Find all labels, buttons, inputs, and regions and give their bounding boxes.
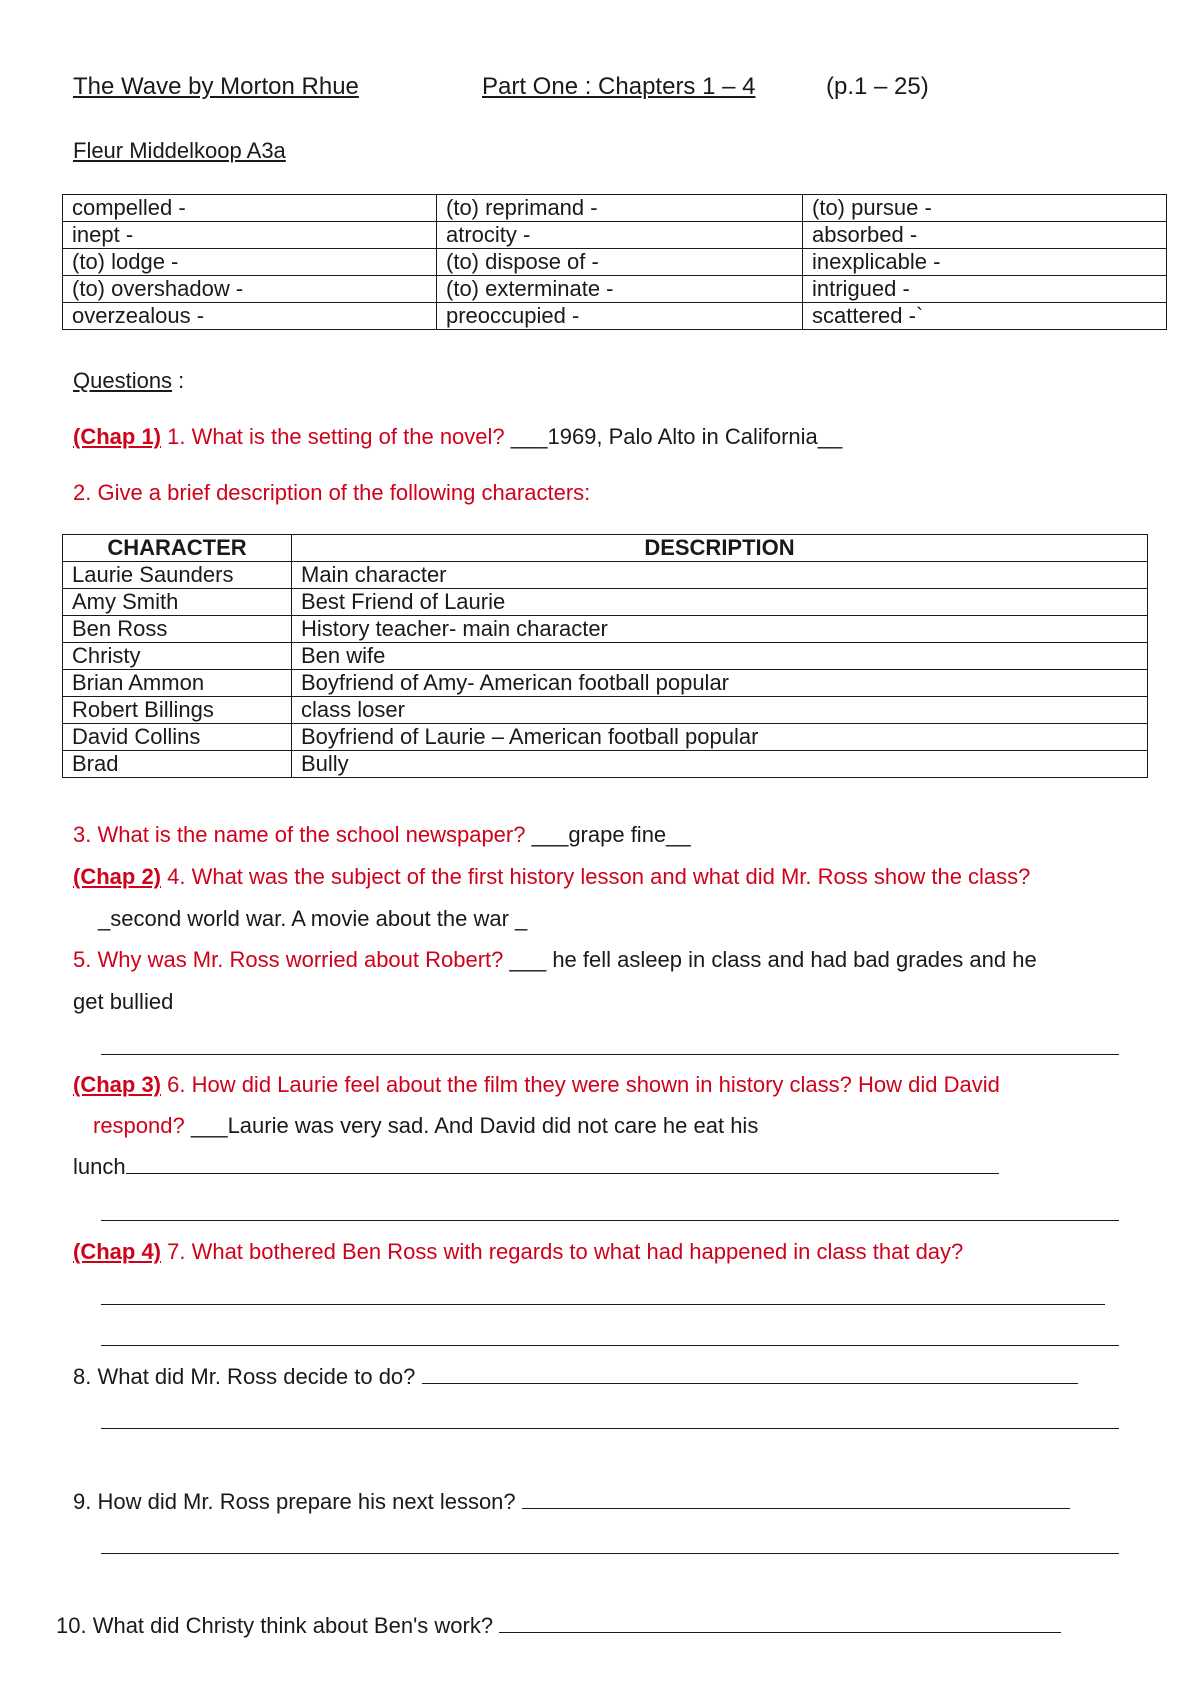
question-9 bbox=[73, 1489, 1070, 1515]
character-description: History teacher- main character bbox=[292, 616, 1148, 643]
question-9-text: 9. How did Mr. Ross prepare his next lesson? bbox=[73, 1489, 522, 1514]
chap-2-label: (Chap 2) bbox=[73, 864, 161, 889]
character-name: Ben Ross bbox=[63, 616, 292, 643]
table-row bbox=[63, 670, 1148, 697]
character-name: Brad bbox=[63, 751, 292, 778]
character-description: class loser bbox=[292, 697, 1148, 724]
character-name: Christy bbox=[63, 643, 292, 670]
answer-blank bbox=[126, 1172, 999, 1174]
table-row bbox=[63, 222, 1167, 249]
table-row bbox=[63, 562, 1148, 589]
questions-label: Questions bbox=[73, 368, 173, 393]
answer-blank bbox=[522, 1507, 1070, 1509]
vocab-cell: (to) reprimand - bbox=[437, 195, 803, 222]
book-title: The Wave by Morton Rhue bbox=[73, 73, 359, 100]
question-5-text: 5. Why was Mr. Ross worried about Robert? bbox=[73, 947, 510, 972]
question-6 bbox=[73, 1072, 1000, 1098]
question-5-answer-continued: get bullied bbox=[73, 989, 174, 1014]
question-4-text: 4. What was the subject of the first history lesson and what did Mr. Ross show the class? bbox=[161, 864, 1031, 889]
vocab-cell: inept - bbox=[63, 222, 437, 249]
chap-3-label: (Chap 3) bbox=[73, 1072, 161, 1097]
vocab-cell: (to) lodge - bbox=[63, 249, 437, 276]
answer-line bbox=[101, 1220, 1119, 1221]
question-10 bbox=[56, 1613, 1061, 1639]
vocab-table bbox=[62, 194, 1167, 330]
question-6-answer-continued bbox=[73, 1154, 999, 1180]
question-5-answer: ___ he fell asleep in class and had bad grades and he bbox=[509, 947, 1037, 972]
character-name: Amy Smith bbox=[63, 589, 292, 616]
answer-line bbox=[101, 1054, 1119, 1055]
character-description: Boyfriend of Amy- American football popular bbox=[292, 670, 1148, 697]
question-7 bbox=[73, 1239, 963, 1265]
answer-line bbox=[101, 1304, 1105, 1305]
chap-1-label: (Chap 1) bbox=[73, 424, 161, 449]
character-description: Ben wife bbox=[292, 643, 1148, 670]
question-7-text: 7. What bothered Ben Ross with regards to what had happened in class that day? bbox=[161, 1239, 964, 1264]
vocab-cell: preoccupied - bbox=[437, 303, 803, 330]
questions-heading bbox=[73, 368, 184, 394]
question-1 bbox=[73, 424, 842, 450]
column-header-character: CHARACTER bbox=[63, 535, 292, 562]
vocab-cell: atrocity - bbox=[437, 222, 803, 249]
answer-blank bbox=[499, 1631, 1061, 1633]
table-header-row bbox=[63, 535, 1148, 562]
question-8 bbox=[73, 1364, 1078, 1390]
vocab-cell: (to) exterminate - bbox=[437, 276, 803, 303]
table-row bbox=[63, 697, 1148, 724]
vocab-cell: absorbed - bbox=[803, 222, 1167, 249]
vocab-cell: scattered -` bbox=[803, 303, 1167, 330]
character-name: David Collins bbox=[63, 724, 292, 751]
table-row bbox=[63, 616, 1148, 643]
vocab-cell: inexplicable - bbox=[803, 249, 1167, 276]
table-row bbox=[63, 643, 1148, 670]
question-5 bbox=[73, 947, 1037, 973]
vocab-cell: (to) overshadow - bbox=[63, 276, 437, 303]
question-6-text: 6. How did Laurie feel about the film they were shown in history class? How did David bbox=[161, 1072, 1000, 1097]
table-row bbox=[63, 303, 1167, 330]
question-6-line2 bbox=[93, 1113, 758, 1139]
character-description: Main character bbox=[292, 562, 1148, 589]
table-row bbox=[63, 249, 1167, 276]
table-row bbox=[63, 276, 1167, 303]
table-row bbox=[63, 195, 1167, 222]
character-name: Brian Ammon bbox=[63, 670, 292, 697]
student-name: Fleur Middelkoop A3a bbox=[73, 138, 286, 163]
table-row bbox=[63, 589, 1148, 616]
character-description: Best Friend of Laurie bbox=[292, 589, 1148, 616]
question-1-answer: ___1969, Palo Alto in California__ bbox=[510, 424, 843, 449]
character-description: Boyfriend of Laurie – American football popular bbox=[292, 724, 1148, 751]
question-6-answer: ___Laurie was very sad. And David did not care he eat his bbox=[190, 1113, 759, 1138]
part-title: Part One : Chapters 1 – 4 bbox=[482, 73, 756, 100]
chap-4-label: (Chap 4) bbox=[73, 1239, 161, 1264]
character-name: Robert Billings bbox=[63, 697, 292, 724]
table-row bbox=[63, 751, 1148, 778]
question-6-text-continued: respond? bbox=[93, 1113, 191, 1138]
vocab-cell: (to) dispose of - bbox=[437, 249, 803, 276]
vocab-cell: (to) pursue - bbox=[803, 195, 1167, 222]
question-3 bbox=[73, 822, 691, 848]
question-3-answer: ___grape fine__ bbox=[531, 822, 691, 847]
question-6-answer-lunch: lunch bbox=[73, 1154, 126, 1179]
page-range: (p.1 – 25) bbox=[826, 73, 929, 100]
answer-line bbox=[101, 1428, 1119, 1429]
question-8-text: 8. What did Mr. Ross decide to do? bbox=[73, 1364, 422, 1389]
question-10-text: 10. What did Christy think about Ben's work? bbox=[56, 1613, 500, 1638]
vocab-cell: overzealous - bbox=[63, 303, 437, 330]
vocab-cell: intrigued - bbox=[803, 276, 1167, 303]
table-row bbox=[63, 724, 1148, 751]
vocab-cell: compelled - bbox=[63, 195, 437, 222]
answer-line bbox=[101, 1553, 1119, 1554]
answer-blank bbox=[422, 1382, 1078, 1384]
character-name: Laurie Saunders bbox=[63, 562, 292, 589]
questions-colon: : bbox=[172, 368, 185, 393]
question-4 bbox=[73, 864, 1030, 890]
column-header-description: DESCRIPTION bbox=[292, 535, 1148, 562]
question-3-text: 3. What is the name of the school newspaper? bbox=[73, 822, 532, 847]
question-4-answer: _second world war. A movie about the war _ bbox=[98, 906, 528, 931]
question-1-text: 1. What is the setting of the novel? bbox=[161, 424, 511, 449]
answer-line bbox=[101, 1345, 1119, 1346]
question-2-text: 2. Give a brief description of the following characters: bbox=[73, 480, 591, 505]
characters-table bbox=[62, 534, 1148, 778]
character-description: Bully bbox=[292, 751, 1148, 778]
